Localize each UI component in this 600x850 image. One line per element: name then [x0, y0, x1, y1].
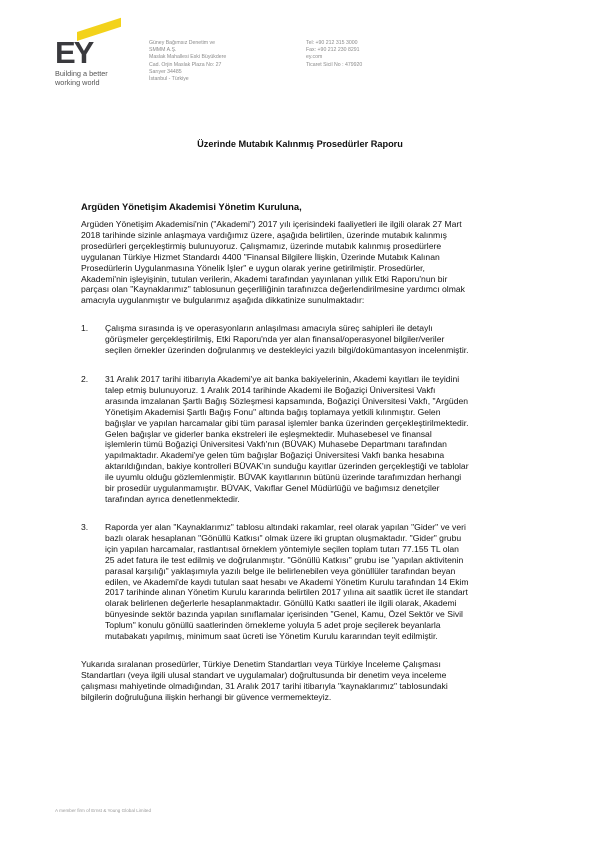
- tagline-line: Building a better: [55, 69, 108, 78]
- text-line: 25 adet fatura ile test edilmiş ve doğrulanmıştır. "Gönüllü Katkısı" grubu ise "yapılan aktivitenin: [105, 554, 464, 565]
- text-line: edilen, ve Akademi'de kaydı tutulan saat hesabı ve Akademi Yönetim Kurulu tarafından 14 Ekim: [105, 576, 469, 587]
- contact-line: Ticaret Sicil No : 479920: [306, 61, 363, 68]
- text-line: olarak belirlenen değerlerle hesaplanmaktadır. Gönüllü Katkı saatleri ile ilgili olarak, Akademi: [105, 598, 457, 609]
- company-contact: [306, 40, 362, 69]
- text-line: bir prosedür uygulanmamıştır. BÜVAK, Vakıflar Genel Müdürlüğü ve bağımsız denetçiler: [105, 483, 440, 494]
- logo-letters: EY: [55, 35, 93, 70]
- ey-logo-mark: [55, 28, 133, 68]
- text-line: Yönetişim Akademisi Şartlı Bağış Fonu" altında bağış toplamaya yetkili kılınmıştır. Gelen: [105, 406, 441, 417]
- text-line: aktarıldığından, bakiye kontrolleri BÜVAK'ın sunduğu kayıtlar üzerinden gerçekleştiği ve tablolar: [105, 461, 469, 472]
- text-line: Gelen bağışlar ve giderler banka ekstreleri ile eşleşmektedir. Muhasebesel ve finansal: [105, 428, 432, 439]
- contact-line: Fax: +90 212 230 8291: [306, 47, 360, 54]
- logo-tagline: [55, 70, 135, 87]
- intro-paragraph: [81, 219, 536, 306]
- text-line: bazlı olarak hesaplanan "Gönüllü Katkısı" olmak üzere iki gruptan oluşmaktadır. "Gider" grubu: [105, 532, 462, 543]
- text-line: 2018 tarihinde sizinle anlaşmaya vardığımız üzere, aşağıda belirtilen, üzerinde mutabık kalınmış: [81, 229, 447, 240]
- address-line: SMMM A.Ş.: [149, 47, 177, 54]
- text-line: Raporda yer alan "Kaynaklarımız" tablosu altındaki rakamlar, reel olarak yapılan "Gider" ve veri: [105, 522, 466, 532]
- salutation: Argüden Yönetişim Akademisi Yönetim Kuruluna,: [81, 201, 302, 212]
- text-line: mutabakatı yapılmış, minimum saat ücreti ise Yönetim Kurulu kararından teyit edilmiştir.: [105, 631, 438, 642]
- text-line: prosedürleri gerçekleştirmiş bulunuyoruz. Çalışmamız, üzerinde mutabık kalınmış prosedürlere: [81, 240, 442, 251]
- text-line: 2017 tarihinde alınan Yönetim Kurulu kararında belirtilen 2017 yılına ait saatlik ücret ile standart: [105, 587, 468, 598]
- text-line: Argüden Yönetişim Akademisi'nin ("Akademi") 2017 yılı içerisindeki faaliyetleri ile ilgili olarak 27 Mart: [81, 219, 462, 229]
- tagline-line: working world: [55, 77, 100, 87]
- address-line: Güney Bağımsız Denetim ve: [149, 40, 216, 46]
- text-line: bünyesinde sektör bazında yapılan sınıflamalar içerisinden "Genel, Kamu, Özel Sektör ve Sivil: [105, 609, 463, 620]
- item-number: 3.: [81, 522, 89, 532]
- text-line: Prosedürlerin Uygulanmasına Yönelik İşler" e uygun olarak yerine getirilmiştir. Prosedürler,: [81, 262, 425, 273]
- item-text: [105, 374, 469, 505]
- text-line: çalışması mahiyetinde olmadığından, 31 Aralık 2017 tarihi itibarıyla "kaynaklarımız" tablosundaki: [81, 680, 448, 691]
- footer-note: A member firm of Ernst & Young Global Limited: [55, 808, 152, 813]
- text-line: için yapılan harcamalar, rastlantısal örneklem yöntemiyle seçilen toplam tutarı 77.155 TL olan: [105, 543, 459, 554]
- address-line: İstanbul - Türkiye: [149, 76, 189, 83]
- text-line: seçilen örnekler üzerinden doğrulanmış ve destekleyici yazılı bilgi/dokümantasyon incelenmiştir.: [105, 344, 469, 355]
- text-line: Çalışma sırasında iş ve operasyonların anlaşılması amacıyla süreç sahipleri ile detaylı: [105, 323, 433, 333]
- contact-line: ey.com: [306, 54, 323, 61]
- text-line: 31 Aralık 2017 tarihi itibarıyla Akademi'ye ait banka bakiyelerinin, Akademi kayıtları ile teyidini: [105, 374, 460, 384]
- address-line: Maslak Mahallesi Eski Büyükdere: [149, 54, 227, 61]
- item-number: 2.: [81, 374, 89, 384]
- item-number: 1.: [81, 323, 89, 333]
- text-line: Yukarıda sıralanan prosedürler, Türkiye Denetim Standartları veya Türkiye İnceleme Çalışması: [81, 659, 441, 669]
- company-address: [149, 40, 226, 83]
- text-line: Toplum" konulu gönüllü saatlerinden örnekleme yoluyla 5 adet proje seçilerek beyanlarla: [105, 620, 441, 631]
- ey-logo: [55, 28, 135, 87]
- closing-paragraph: [81, 659, 536, 703]
- text-line: tarafından ayrıca denetlenmektedir.: [105, 493, 240, 504]
- item-text: [105, 522, 469, 642]
- address-line: Sarıyer 34485: [149, 68, 182, 75]
- contact-line: Tel: +90 212 315 3000: [306, 40, 358, 46]
- text-line: uygulanan Türkiye Hizmet Standardı 4400 "Finansal Bilgilere İlişkin, Üzerinde Mutabık Kalınan: [81, 251, 440, 262]
- text-line: parasal karşılığı" yaklaşımıyla yazılı belge ile belirlenebilen veya gönüllüler tarafından beyan: [105, 565, 456, 576]
- text-line: yapılmaktadır. Akademi'ye gelen tüm bağışlar Boğaziçi Üniversitesi Vakfı banka hesabına: [105, 450, 445, 461]
- text-line: Akademi'nin işleyişinin, tutulan verilerin, Akademi tarafından yayınlanan yıllık Etki Raporu'nun bir: [81, 273, 448, 284]
- report-title: Üzerinde Mutabık Kalınmış Prosedürler Raporu: [197, 139, 403, 149]
- text-line: görüşmeler gerçekleştirilmiş, Etki Raporu'nda yer alan finansal/operasyonel bilgiler/veriler: [105, 333, 445, 344]
- text-line: talep etmiş bulunuyoruz. 1 Aralık 2014 tarihinde Akademi ile Boğaziçi Üniversitesi Vakfı: [105, 384, 436, 395]
- address-line: Cad. Orjin Maslak Plaza No: 27: [149, 61, 222, 68]
- text-line: parçası olan "Kaynaklarımız" tablosunun geçerliliğinin tarafınızca değerlendirilmesine yardımcı olmak: [81, 284, 465, 295]
- text-line: işlemlerin tümü Boğaziçi Üniversitesi Vakfı'nın (BÜVAK) Muhasebe Departmanı tarafından: [105, 439, 447, 450]
- text-line: bilgilerin doğruluğuna ilişkin herhangi bir güvence vermemekteyiz.: [81, 691, 332, 702]
- item-text: [105, 323, 469, 356]
- text-line: arasında imzalanan Şartlı Bağış Sözleşmesi kapsamında, Boğaziçi Üniversitesi Vakfı, "Argüden: [105, 395, 469, 406]
- text-line: Standartları (veya ilgili ulusal standart ve uygulamalar) doğrultusunda bir denetim veya inceleme: [81, 669, 447, 680]
- text-line: amacıyla uygulanmıştır ve bulgularımız aşağıda dikkatinize sunulmaktadır:: [81, 295, 365, 306]
- text-line: bağışlar ve yapılan harcamalar gibi tüm parasal işlemler banka üzerinden gerçekleştirilmektedir.: [105, 417, 469, 428]
- text-line: ile uyumlu olduğu gözlemlenmiştir. BÜVAK kayıtlarının bütünü üzerinde tarafımızdan herhangi: [105, 472, 462, 483]
